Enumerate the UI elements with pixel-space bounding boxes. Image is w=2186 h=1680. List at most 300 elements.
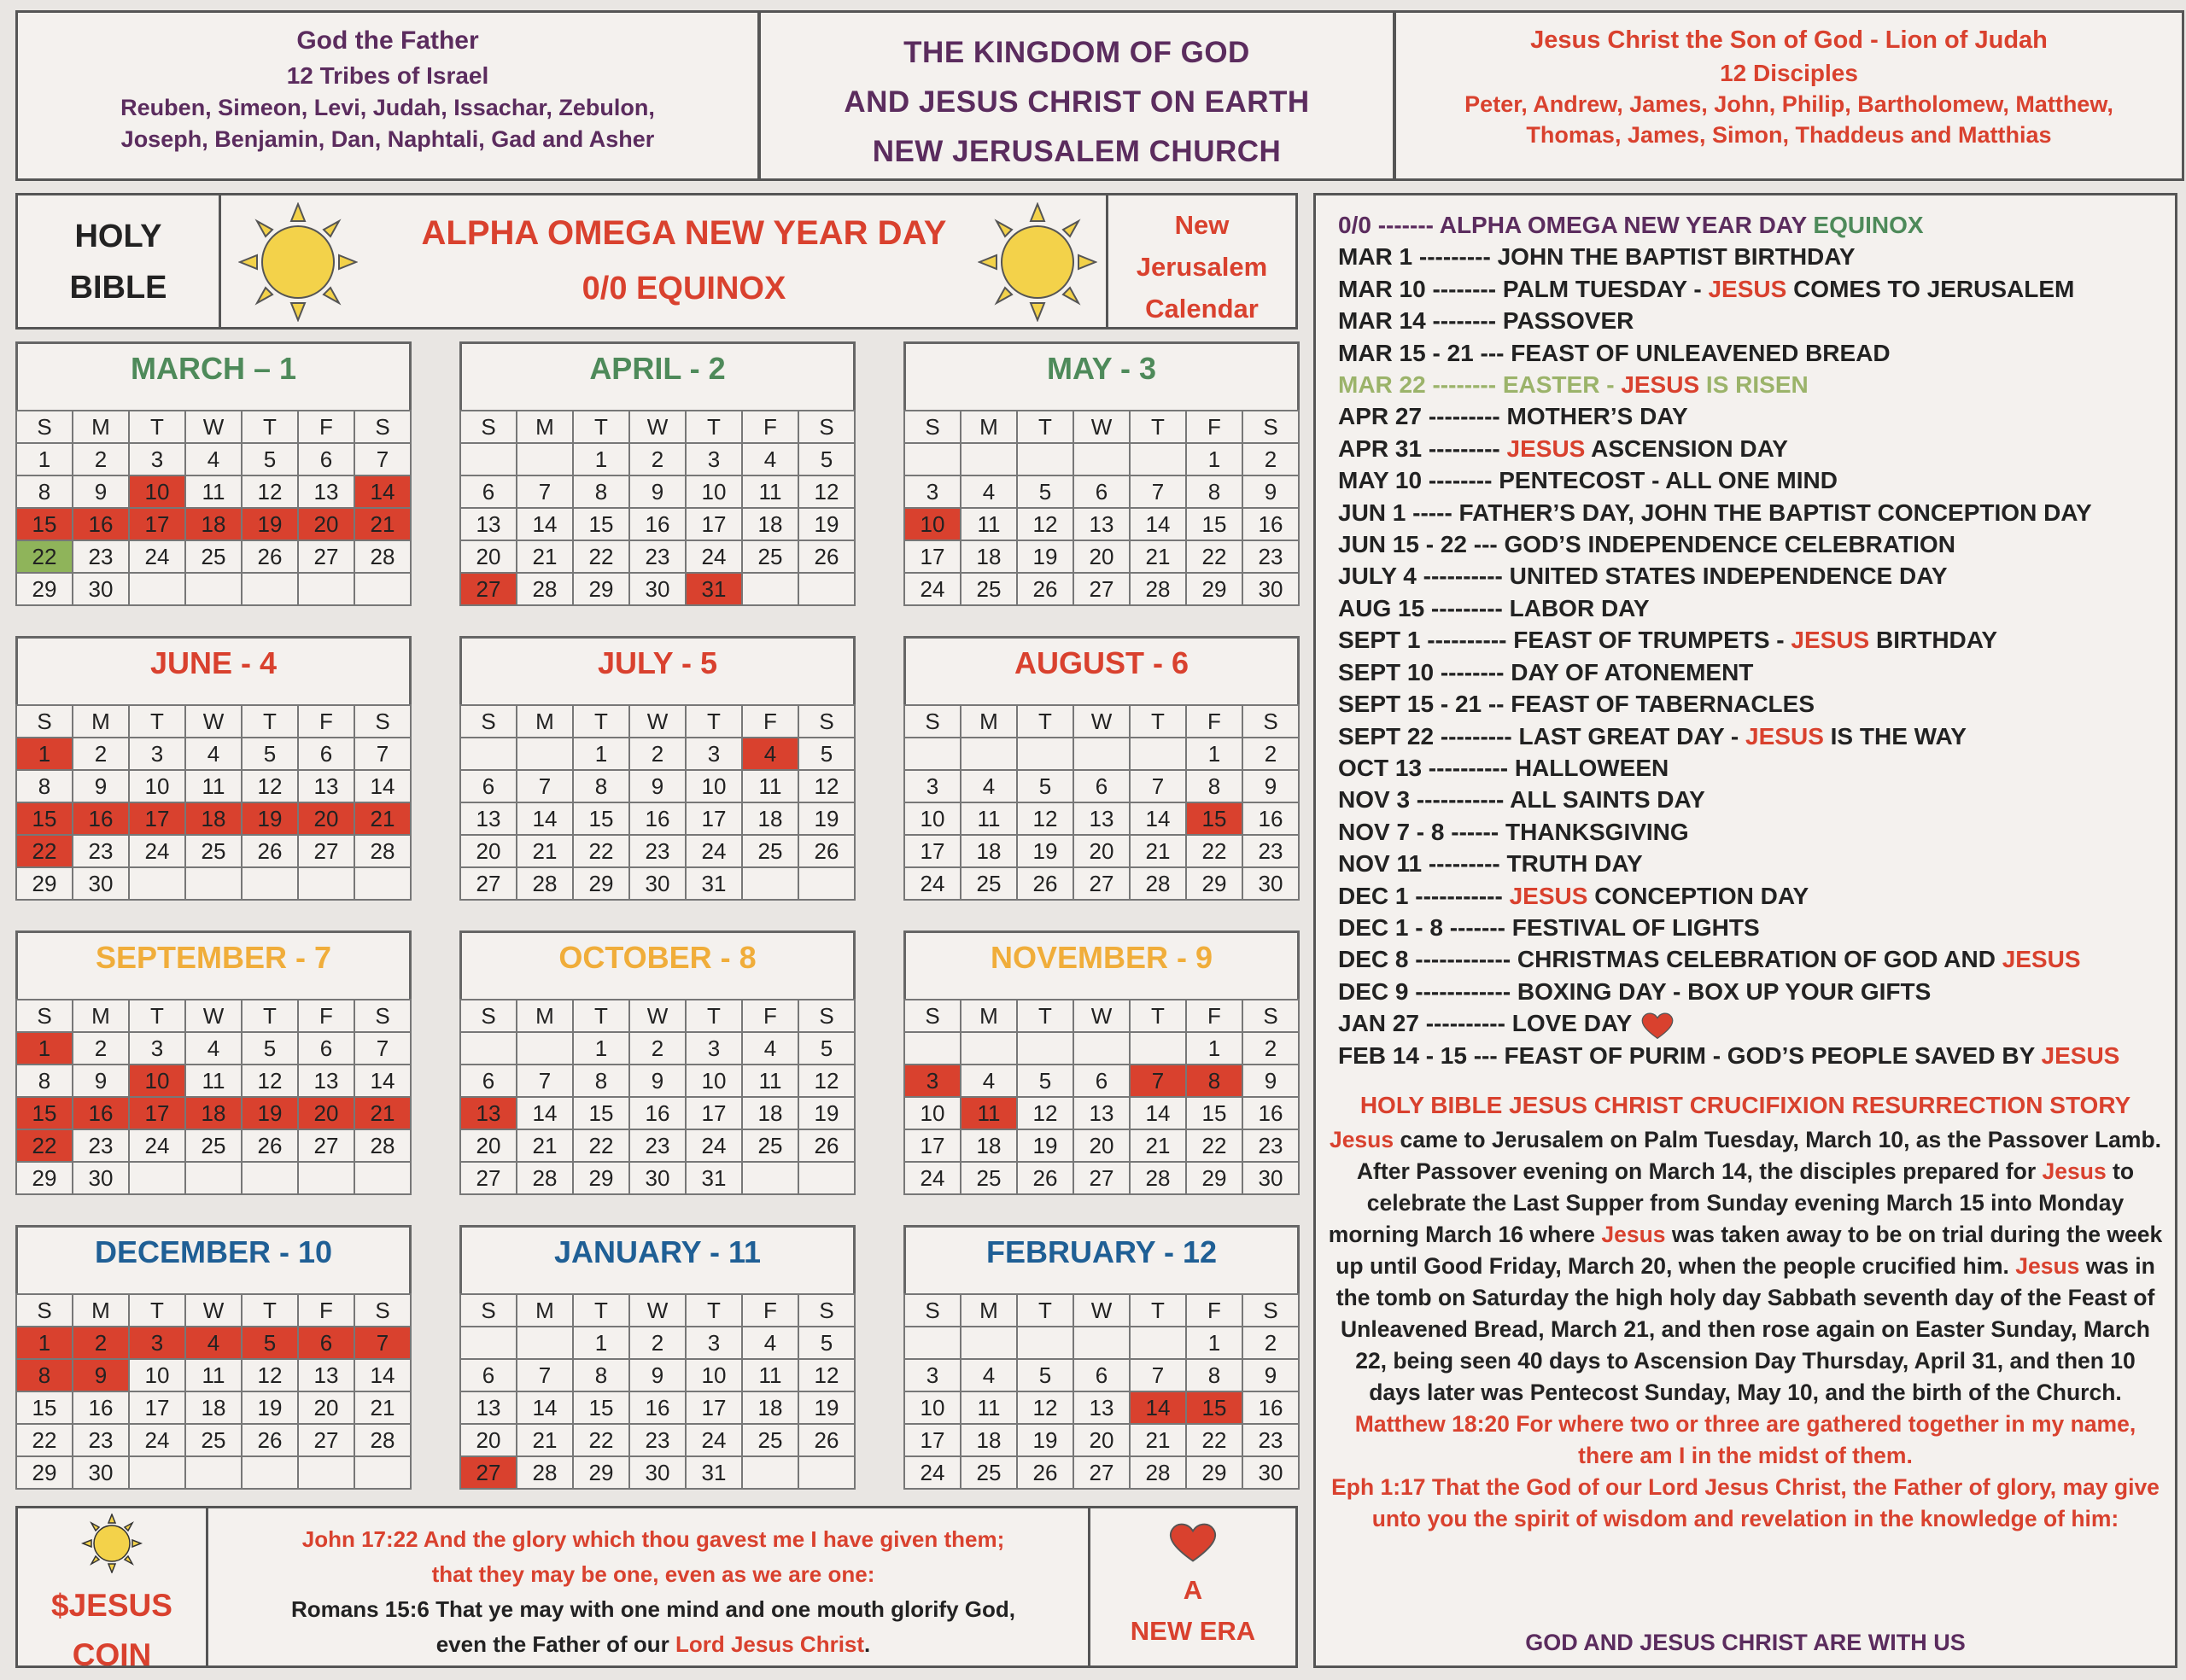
- event-text: JOHN THE BAPTIST BIRTHDAY: [1497, 243, 1856, 271]
- day-cell: 20: [460, 835, 517, 867]
- event-date: DEC 8 ------------: [1338, 946, 1517, 973]
- day-cell: 12: [242, 1065, 298, 1097]
- day-cell: 2: [629, 1327, 686, 1359]
- event-date: SEPT 1 ----------: [1338, 627, 1514, 654]
- day-cell: 13: [298, 770, 354, 802]
- day-cell: 23: [73, 835, 129, 867]
- day-cell: 18: [185, 508, 242, 540]
- day-cell: 13: [460, 1097, 517, 1129]
- day-cell: 8: [1186, 475, 1242, 508]
- event-row: [1338, 305, 2166, 336]
- day-cell: 30: [1242, 573, 1299, 605]
- day-cell: [517, 1327, 573, 1359]
- weekday-header: T: [573, 1000, 629, 1032]
- day-cell: 18: [742, 1391, 798, 1424]
- day-cell: 4: [185, 738, 242, 770]
- day-cell: 21: [354, 1097, 411, 1129]
- day-cell: 13: [298, 475, 354, 508]
- day-cell: 17: [686, 1097, 742, 1129]
- weekday-header: M: [517, 1000, 573, 1032]
- day-cell: 19: [242, 802, 298, 835]
- day-cell: 14: [517, 1391, 573, 1424]
- day-cell: 17: [129, 1097, 185, 1129]
- day-cell: 31: [686, 573, 742, 605]
- day-cell: 17: [686, 1391, 742, 1424]
- day-cell: 28: [517, 1456, 573, 1489]
- day-cell: 3: [129, 443, 185, 475]
- day-cell: 4: [742, 1032, 798, 1065]
- day-cell: 3: [686, 738, 742, 770]
- day-cell: [517, 1032, 573, 1065]
- day-cell: 21: [517, 540, 573, 573]
- holy-bible-line2: BIBLE: [69, 270, 167, 306]
- event-text: JESUS: [1506, 435, 1586, 462]
- day-cell: 4: [185, 1032, 242, 1065]
- event-row: [1338, 880, 2166, 912]
- event-text: BIRTHDAY: [1869, 627, 1998, 654]
- weekday-header: M: [73, 1000, 129, 1032]
- day-cell: 11: [961, 508, 1017, 540]
- event-text: JESUS: [2002, 946, 2081, 973]
- day-cell: 26: [798, 835, 855, 867]
- day-cell: 19: [798, 1097, 855, 1129]
- day-cell: 3: [129, 1327, 185, 1359]
- day-cell: [742, 573, 798, 605]
- weekday-header: M: [517, 411, 573, 443]
- day-cell: 26: [1017, 573, 1073, 605]
- day-cell: 6: [298, 443, 354, 475]
- month-title: FEBRUARY - 12: [903, 1225, 1300, 1293]
- day-cell: 3: [904, 1359, 961, 1391]
- day-cell: [904, 1327, 961, 1359]
- month-calendar: [459, 930, 856, 1205]
- weekday-header: T: [242, 1000, 298, 1032]
- day-cell: 29: [573, 1162, 629, 1194]
- holy-bible-line1: HOLY: [74, 219, 162, 254]
- day-cell: 27: [460, 867, 517, 900]
- day-cell: 23: [73, 540, 129, 573]
- day-cell: 22: [1186, 540, 1242, 573]
- event-text: FEAST OF TABERNACLES: [1511, 691, 1815, 718]
- day-cell: 7: [1130, 1065, 1186, 1097]
- weekday-header: F: [298, 705, 354, 738]
- new-jerusalem-calendar-label: [1106, 195, 1295, 327]
- weekday-header: S: [1242, 411, 1299, 443]
- month-title: MARCH – 1: [15, 341, 412, 410]
- day-cell: 29: [1186, 1162, 1242, 1194]
- verse-ephesians: Eph 1:17 That the God of our Lord Jesus Christ, the Father of glory, may give unto you the spirit of wisdom and revelation in the knowledge of him:: [1331, 1474, 2160, 1531]
- weekday-header: S: [904, 705, 961, 738]
- weekday-header: W: [629, 1294, 686, 1327]
- month-grid: [15, 704, 412, 901]
- day-cell: 22: [1186, 1129, 1242, 1162]
- event-text: JESUS: [1708, 275, 1787, 302]
- event-row: [1338, 464, 2166, 496]
- day-cell: 24: [904, 1162, 961, 1194]
- month-title: OCTOBER - 8: [459, 930, 856, 999]
- tribes-line1: Reuben, Simeon, Levi, Judah, Issachar, Zebulon,: [120, 95, 655, 120]
- day-cell: 16: [629, 1097, 686, 1129]
- day-cell: 8: [573, 475, 629, 508]
- day-cell: 26: [242, 1424, 298, 1456]
- equinox-text: 0/0 EQUINOX: [582, 271, 786, 306]
- event-row: [1338, 720, 2166, 752]
- day-cell: [242, 1456, 298, 1489]
- day-cell: 22: [16, 540, 73, 573]
- story-fragment: Jesus: [2042, 1158, 2107, 1184]
- day-cell: 18: [961, 1129, 1017, 1162]
- day-cell: 2: [629, 1032, 686, 1065]
- quote-line4-a: even the Father of our: [435, 1631, 675, 1657]
- event-text: JESUS: [1509, 882, 1588, 909]
- month-title: JUNE - 4: [15, 636, 412, 704]
- day-cell: 5: [798, 443, 855, 475]
- equinox-subtitle: [359, 271, 1008, 307]
- event-date: JULY 4 ----------: [1338, 563, 1510, 590]
- weekday-header: S: [354, 1294, 411, 1327]
- story-fragment: Jesus: [1329, 1127, 1394, 1152]
- quote-line4-end: .: [864, 1631, 871, 1657]
- day-cell: 5: [1017, 770, 1073, 802]
- day-cell: 21: [517, 1129, 573, 1162]
- event-date: NOV 7 - 8 ------: [1338, 818, 1505, 845]
- story-fragment: Jesus: [1601, 1222, 1666, 1247]
- day-cell: 17: [904, 1424, 961, 1456]
- day-cell: [460, 443, 517, 475]
- day-cell: 25: [742, 540, 798, 573]
- day-cell: 23: [73, 1424, 129, 1456]
- day-cell: 11: [185, 475, 242, 508]
- weekday-header: W: [185, 1294, 242, 1327]
- story-fragment: Jesus: [2015, 1253, 2080, 1279]
- event-row: [1338, 241, 2166, 272]
- day-cell: 22: [1186, 835, 1242, 867]
- weekday-header: T: [129, 705, 185, 738]
- day-cell: [1017, 738, 1073, 770]
- weekday-header: T: [129, 1294, 185, 1327]
- day-cell: 1: [16, 1032, 73, 1065]
- day-cell: 10: [686, 770, 742, 802]
- day-cell: 24: [129, 540, 185, 573]
- weekday-header: F: [1186, 1294, 1242, 1327]
- day-cell: 16: [1242, 508, 1299, 540]
- month-calendar: [15, 1225, 412, 1500]
- event-text: FATHER’S DAY, JOHN THE BAPTIST CONCEPTION DAY: [1458, 499, 2092, 526]
- day-cell: 7: [517, 1065, 573, 1097]
- day-cell: 14: [1130, 802, 1186, 835]
- weekday-header: F: [298, 1294, 354, 1327]
- day-cell: [904, 738, 961, 770]
- day-cell: [1017, 1032, 1073, 1065]
- event-date: JUN 15 - 22 ---: [1338, 531, 1505, 558]
- day-cell: 30: [73, 1456, 129, 1489]
- day-cell: [798, 1162, 855, 1194]
- day-cell: [1130, 443, 1186, 475]
- story-fragment: to celebrate the Last Supper from Sunday evening March 15 into Monday morning March 16 where: [1328, 1158, 2135, 1247]
- event-date: JAN 27 ----------: [1338, 1010, 1512, 1037]
- day-cell: 17: [129, 802, 185, 835]
- njc-line2: Jerusalem: [1136, 252, 1268, 282]
- day-cell: 26: [1017, 1456, 1073, 1489]
- day-cell: 16: [629, 802, 686, 835]
- day-cell: 8: [16, 770, 73, 802]
- weekday-header: T: [573, 705, 629, 738]
- day-cell: 10: [686, 1065, 742, 1097]
- day-cell: 14: [354, 1065, 411, 1097]
- event-row: [1338, 656, 2166, 688]
- weekday-header: T: [242, 411, 298, 443]
- weekday-header: W: [629, 411, 686, 443]
- events-panel: [1313, 193, 2177, 1668]
- day-cell: 3: [129, 1032, 185, 1065]
- event-row: [1338, 784, 2166, 815]
- new-year-banner: [15, 193, 1298, 330]
- event-date: OCT 13 ----------: [1338, 754, 1515, 781]
- event-text: JESUS: [1621, 371, 1700, 399]
- tribes-title: God the Father: [296, 26, 479, 55]
- day-cell: 30: [629, 1162, 686, 1194]
- event-date: DEC 9 ------------: [1338, 977, 1517, 1005]
- day-cell: [460, 1032, 517, 1065]
- day-cell: 16: [629, 1391, 686, 1424]
- day-cell: 15: [573, 508, 629, 540]
- event-row: [1338, 273, 2166, 305]
- day-cell: 9: [73, 1065, 129, 1097]
- day-cell: 15: [1186, 1097, 1242, 1129]
- day-cell: 3: [904, 770, 961, 802]
- month-calendar: [15, 636, 412, 911]
- day-cell: [460, 738, 517, 770]
- day-cell: 24: [129, 1424, 185, 1456]
- event-text: FEAST OF TRUMPETS -: [1513, 627, 1791, 654]
- day-cell: 2: [73, 1327, 129, 1359]
- weekday-header: S: [1242, 705, 1299, 738]
- day-cell: 30: [1242, 1162, 1299, 1194]
- day-cell: 19: [1017, 1129, 1073, 1162]
- day-cell: 11: [742, 770, 798, 802]
- day-cell: 19: [242, 1097, 298, 1129]
- day-cell: [1130, 1327, 1186, 1359]
- day-cell: 14: [1130, 1097, 1186, 1129]
- day-cell: 19: [798, 508, 855, 540]
- weekday-header: T: [1130, 705, 1186, 738]
- day-cell: 24: [686, 1424, 742, 1456]
- day-cell: 6: [298, 1327, 354, 1359]
- day-cell: 15: [1186, 508, 1242, 540]
- day-cell: 13: [1073, 508, 1130, 540]
- day-cell: 20: [460, 1129, 517, 1162]
- njc-line3: Calendar: [1145, 294, 1259, 324]
- day-cell: [1073, 738, 1130, 770]
- day-cell: [961, 443, 1017, 475]
- event-row: [1338, 624, 2166, 656]
- day-cell: 16: [73, 802, 129, 835]
- day-cell: [242, 1162, 298, 1194]
- day-cell: 9: [1242, 1359, 1299, 1391]
- day-cell: [354, 1456, 411, 1489]
- day-cell: 12: [1017, 1391, 1073, 1424]
- event-date: JUN 1 -----: [1338, 499, 1459, 526]
- event-text: FESTIVAL OF LIGHTS: [1511, 913, 1760, 941]
- day-cell: 14: [354, 475, 411, 508]
- day-cell: 9: [1242, 475, 1299, 508]
- weekday-header: S: [354, 1000, 411, 1032]
- day-cell: 28: [1130, 1162, 1186, 1194]
- disciples-title: Jesus Christ the Son of God - Lion of Judah: [1530, 26, 2048, 54]
- weekday-header: S: [16, 1000, 73, 1032]
- day-cell: 22: [16, 835, 73, 867]
- month-calendar: [903, 636, 1300, 911]
- alpha-omega-title: ALPHA OMEGA NEW YEAR DAY: [421, 214, 947, 252]
- day-cell: 23: [1242, 835, 1299, 867]
- day-cell: 27: [1073, 1162, 1130, 1194]
- day-cell: 9: [629, 1359, 686, 1391]
- day-cell: 21: [1130, 540, 1186, 573]
- day-cell: [742, 867, 798, 900]
- day-cell: 23: [629, 835, 686, 867]
- day-cell: 4: [961, 1359, 1017, 1391]
- weekday-header: T: [242, 705, 298, 738]
- day-cell: 8: [573, 1359, 629, 1391]
- day-cell: [298, 1162, 354, 1194]
- kingdom-line1: THE KINGDOM OF GOD: [903, 36, 1250, 69]
- quote-line4: [209, 1627, 1097, 1662]
- day-cell: 23: [629, 1129, 686, 1162]
- event-row: [1338, 433, 2166, 464]
- sun-icon: [78, 1514, 146, 1573]
- month-title: JULY - 5: [459, 636, 856, 704]
- day-cell: 10: [686, 1359, 742, 1391]
- story-fragment: was in the tomb on Saturday the high holy day Sabbath seventh day of the Feast of Unleavened Bread, March 21, and then rose again on Easter Sunday, March 22, being seen 40 days to Ascension Day Thursday, April 31, and then 10 days later was Pentecost Sunday, May 10, and the birth of the Church.: [1336, 1253, 2155, 1405]
- day-cell: 12: [1017, 508, 1073, 540]
- day-cell: 5: [242, 1327, 298, 1359]
- day-cell: 27: [460, 573, 517, 605]
- weekday-header: T: [129, 411, 185, 443]
- day-cell: 12: [1017, 1097, 1073, 1129]
- month-title: MAY - 3: [903, 341, 1300, 410]
- day-cell: [129, 573, 185, 605]
- day-cell: 2: [1242, 443, 1299, 475]
- event-text: ASCENSION DAY: [1585, 435, 1788, 462]
- bottom-panel: [15, 1506, 1298, 1672]
- day-cell: 29: [1186, 573, 1242, 605]
- day-cell: 16: [73, 1097, 129, 1129]
- event-row: [1338, 976, 2166, 1007]
- month-title: APRIL - 2: [459, 341, 856, 410]
- day-cell: 31: [686, 1456, 742, 1489]
- day-cell: [129, 1162, 185, 1194]
- event-text: THANKSGIVING: [1505, 818, 1689, 845]
- day-cell: [185, 1456, 242, 1489]
- day-cell: 5: [1017, 475, 1073, 508]
- day-cell: 9: [73, 1359, 129, 1391]
- day-cell: 3: [904, 1065, 961, 1097]
- weekday-header: M: [73, 411, 129, 443]
- day-cell: 7: [517, 475, 573, 508]
- day-cell: 24: [686, 835, 742, 867]
- day-cell: 3: [686, 1327, 742, 1359]
- day-cell: 21: [1130, 835, 1186, 867]
- day-cell: 15: [16, 1391, 73, 1424]
- day-cell: 27: [298, 1129, 354, 1162]
- day-cell: 17: [904, 540, 961, 573]
- day-cell: 2: [629, 443, 686, 475]
- day-cell: 22: [573, 1129, 629, 1162]
- day-cell: 20: [1073, 1424, 1130, 1456]
- event-date: APR 31 ---------: [1338, 435, 1507, 462]
- day-cell: 25: [742, 835, 798, 867]
- event-date: SEPT 10 --------: [1338, 658, 1511, 685]
- weekday-header: S: [904, 1294, 961, 1327]
- tribes-line2: Joseph, Benjamin, Dan, Naphtali, Gad and Asher: [120, 126, 655, 152]
- day-cell: 18: [961, 540, 1017, 573]
- day-cell: 18: [742, 508, 798, 540]
- day-cell: 21: [354, 508, 411, 540]
- day-cell: 4: [185, 1327, 242, 1359]
- month-grid: [15, 1293, 412, 1490]
- kingdom-line2: AND JESUS CHRIST ON EARTH: [844, 85, 1310, 119]
- day-cell: 5: [242, 1032, 298, 1065]
- day-cell: 1: [573, 443, 629, 475]
- month-grid: [903, 999, 1300, 1195]
- event-text: CHRISTMAS CELEBRATION OF GOD AND: [1517, 946, 2002, 973]
- day-cell: [517, 738, 573, 770]
- day-cell: 5: [798, 1032, 855, 1065]
- day-cell: 16: [1242, 1097, 1299, 1129]
- day-cell: 13: [460, 802, 517, 835]
- day-cell: 5: [798, 738, 855, 770]
- month-grid: [459, 704, 856, 901]
- day-cell: 12: [242, 770, 298, 802]
- day-cell: 14: [354, 1359, 411, 1391]
- event-date: NOV 3 -----------: [1338, 786, 1511, 814]
- day-cell: 8: [16, 475, 73, 508]
- day-cell: 10: [904, 1097, 961, 1129]
- day-cell: 13: [1073, 1097, 1130, 1129]
- month-calendar: [459, 341, 856, 616]
- event-text: ALPHA OMEGA NEW YEAR DAY: [1439, 212, 1814, 238]
- event-text: ALL SAINTS DAY: [1510, 786, 1705, 814]
- day-cell: 12: [798, 475, 855, 508]
- day-cell: 3: [686, 443, 742, 475]
- day-cell: 10: [904, 508, 961, 540]
- day-cell: 16: [73, 508, 129, 540]
- sun-icon: [238, 202, 358, 322]
- day-cell: 27: [1073, 1456, 1130, 1489]
- event-row: [1338, 912, 2166, 943]
- day-cell: 2: [73, 738, 129, 770]
- event-text: EASTER -: [1502, 371, 1622, 399]
- day-cell: 26: [242, 540, 298, 573]
- day-cell: 18: [961, 835, 1017, 867]
- day-cell: 17: [129, 1391, 185, 1424]
- day-cell: 22: [573, 1424, 629, 1456]
- njc-line1: New: [1174, 210, 1230, 240]
- day-cell: 30: [629, 573, 686, 605]
- day-cell: 22: [1186, 1424, 1242, 1456]
- event-date: AUG 15 ---------: [1338, 594, 1510, 621]
- day-cell: 28: [1130, 1456, 1186, 1489]
- day-cell: 7: [517, 770, 573, 802]
- day-cell: 16: [1242, 802, 1299, 835]
- day-cell: 7: [517, 1359, 573, 1391]
- day-cell: 8: [573, 770, 629, 802]
- day-cell: 28: [354, 835, 411, 867]
- weekday-header: S: [16, 1294, 73, 1327]
- day-cell: 15: [1186, 802, 1242, 835]
- day-cell: 1: [1186, 443, 1242, 475]
- day-cell: 1: [573, 738, 629, 770]
